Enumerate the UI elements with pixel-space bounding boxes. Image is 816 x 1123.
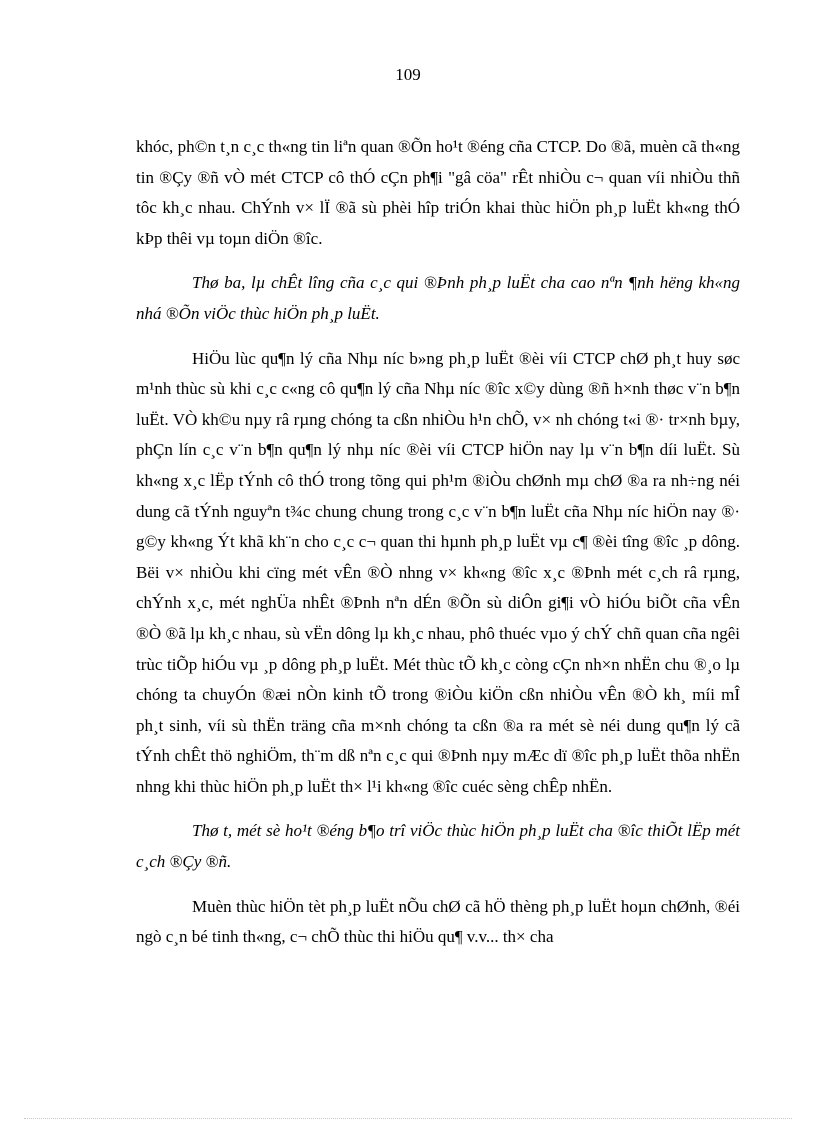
paragraph-implementation: Muèn thùc hiÖn tèt ph¸p luËt nÕu chØ cã hÖ thèng ph¸p luËt hoµn chØnh, ®éi ngò c¸n bé tinh th«ng, c¬ chÕ thùc thi hiÖu qu¶ v.v... th× cha bbox=[136, 896, 740, 947]
paragraph-legal-effect: HiÖu lùc qu¶n lý cña Nhµ níc b»ng ph¸p luËt ®èi víi CTCP chØ ph¸t huy søc m¹nh thùc sù khi c¸c c«ng cô qu¶n lý cña Nhµ níc ®îc x©y dùng ®ñ h×nh thøc v¨n b¶n luËt. VÒ kh©u nµy râ rµng chóng ta cßn nhiÒu h¹n chÕ, v× nh chóng t«i ®· tr×nh bµy, phÇn lín c¸c v¨n b¶n qu¶n lý nhµ níc ®èi víi CTCP hiÖn nay lµ v¨n b¶n díi luËt. Sù kh«ng x¸c lËp tÝnh cô thÓ trong tõng qui ph¹m ®iÒu chØnh mµ chØ ®a ra nh÷ng néi dung cã tÝnh nguyªn t¾c chung chung trong c¸c v¨n b¶n luËt cña Nhµ níc hiÖn nay ®· g©y kh«ng Ýt khã kh¨n cho c¸c c¬ quan thi hµnh ph¸p luËt vµ c¶ ®èi tîng ®îc ¸p dông. Bëi v× nhiÒu khi cïng mét vÊn ®Ò nhng v× kh«ng ®îc x¸c ®Þnh mét c¸ch râ rµng, chÝnh x¸c, mét nghÜa nhÊt ®Þnh nªn dÉn ®Õn sù diÔn gi¶i vÒ hiÓu biÕt cña vÊn ®Ò ®ã lµ kh¸c nhau, sù vËn dông lµ kh¸c nhau, phô thuéc vµo ý chÝ chñ quan cña ngêi trùc tiÕp hiÓu vµ ¸p dông ph¸p luËt. Mét thùc tÕ kh¸c còng cÇn nh×n nhËn chu ®¸o lµ chóng ta chuyÓn ®æi nÒn kinh tÕ trong ®iÒu kiÖn cßn nhiÒu vÊn ®Ò kh¸ míi mÎ ph¸t sinh, víi sù thËn träng cña m×nh chóng ta cßn ®a ra mét sè néi dung qu¶n lý cã tÝnh chÊt thö nghiÖm, th¨m dß nªn c¸c qui ®Þnh nµy mÆc dï ®îc ph¸p luËt thõa nhËn nhng khi thùc hiÖn ph¸p luËt th× l¹i kh«ng ®îc cuéc sèng chÊp nhËn. bbox=[136, 348, 740, 796]
paragraph-continuation: khóc, ph©n t¸n c¸c th«ng tin liªn quan ®Õn ho¹t ®éng cña CTCP. Do ®ã, muèn cã th«ng tin ®Çy ®ñ vÒ mét CTCP cô thÓ cÇn ph¶i "gâ cöa" rÊt nhiÒu c¬ quan víi nhiÒu thñ tôc kh¸c nhau. ChÝnh v× lÏ ®ã sù phèi hîp triÓn khai thùc hiÖn ph¸p luËt kh«ng thÓ kÞp thêi vµ toµn diÖn ®îc. bbox=[136, 137, 740, 248]
page-bottom-divider bbox=[24, 1118, 792, 1119]
paragraph-heading-third: Thø ba, lµ chÊt lîng cña c¸c qui ®Þnh ph¸p luËt cha cao nªn ¶nh hëng kh«ng nhá ®Õn viÖc thùc hiÖn ph¸p luËt. bbox=[136, 273, 740, 323]
paragraph-heading-fourth: Thø t, mét sè ho¹t ®éng b¶o trî viÖc thùc hiÖn ph¸p luËt cha ®îc thiÕt lËp mét c¸ch ®Çy ®ñ. bbox=[136, 821, 740, 872]
document-body bbox=[136, 132, 740, 967]
page-number: 109 bbox=[395, 65, 421, 84]
